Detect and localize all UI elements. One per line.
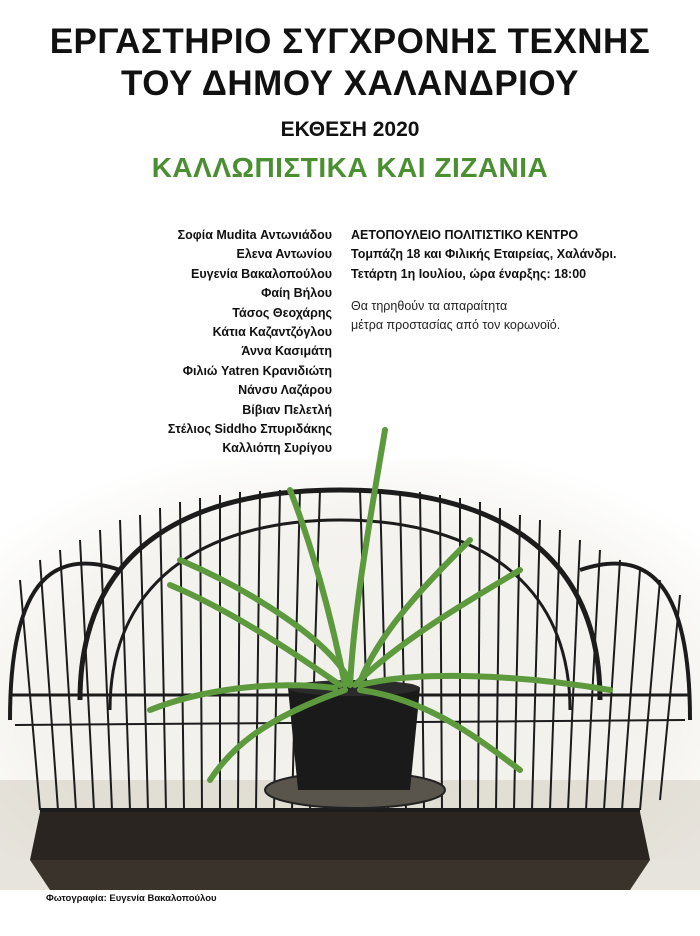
caged-plant-photo [0, 420, 700, 936]
venue-name: ΑΕΤΟΠΟΥΛΕΙΟ ΠΟΛΙΤΙΣΤΙΚΟ ΚΕΝΤΡΟ [351, 228, 579, 242]
exhibition-year: ΕΚΘΕΣΗ 2020 [280, 118, 420, 141]
poster-title-line-1: ΕΡΓΑΣΤΗΡΙΟ ΣΥΓΧΡΟΝΗΣ ΤΕΧΝΗΣ [49, 22, 651, 61]
poster-title-line-2: ΤΟΥ ΔΗΜΟΥ ΧΑΛΑΝΔΡΙΟΥ [120, 64, 579, 103]
covid-notice [351, 297, 560, 335]
opening-datetime: Τετάρτη 1η Ιουλίου, ώρα έναρξης: 18:00 [351, 266, 587, 281]
notice-line: μέτρα προστασίας από τον κορωνοϊό. [351, 318, 561, 332]
artist-name: Στέλιος Siddho Σπυριδάκης [167, 421, 332, 436]
exhibition-title: ΚΑΛΛΩΠΙΣΤΙΚΑ ΚΑΙ ΖΙΖΑΝΙΑ [151, 152, 549, 183]
photo-credit: Φωτογραφία: Ευγενία Βακαλοπούλου [46, 893, 217, 904]
artist-name: Φιλιώ Yatren Κρανιδιώτη [182, 363, 332, 378]
artist-name: Σοφία Mudita Αντωνιάδου [177, 228, 332, 242]
artist-name: Καλλιόπη Συρίγου [222, 441, 332, 456]
venue-info [351, 226, 616, 284]
artist-name: Ευγενία Βακαλοπούλου [191, 266, 332, 281]
artist-name: Φαίη Βήλου [261, 286, 332, 301]
artist-name: Νάνσυ Λαζάρου [238, 383, 332, 398]
artist-name: Βίβιαν Πελετλή [242, 402, 332, 417]
artist-name: Ελενα Αντωνίου [236, 247, 332, 262]
venue-address: Τομπάζη 18 και Φιλικής Εταιρείας, Χαλάνδρι. [351, 247, 617, 262]
artist-name: Τάσος Θεοχάρης [232, 305, 332, 320]
notice-line: Θα τηρηθούν τα απαραίτητα [351, 299, 508, 313]
artist-name: Άννα Κασιμάτη [241, 344, 332, 359]
artist-name: Κάτια Καζαντζόγλου [212, 324, 332, 339]
